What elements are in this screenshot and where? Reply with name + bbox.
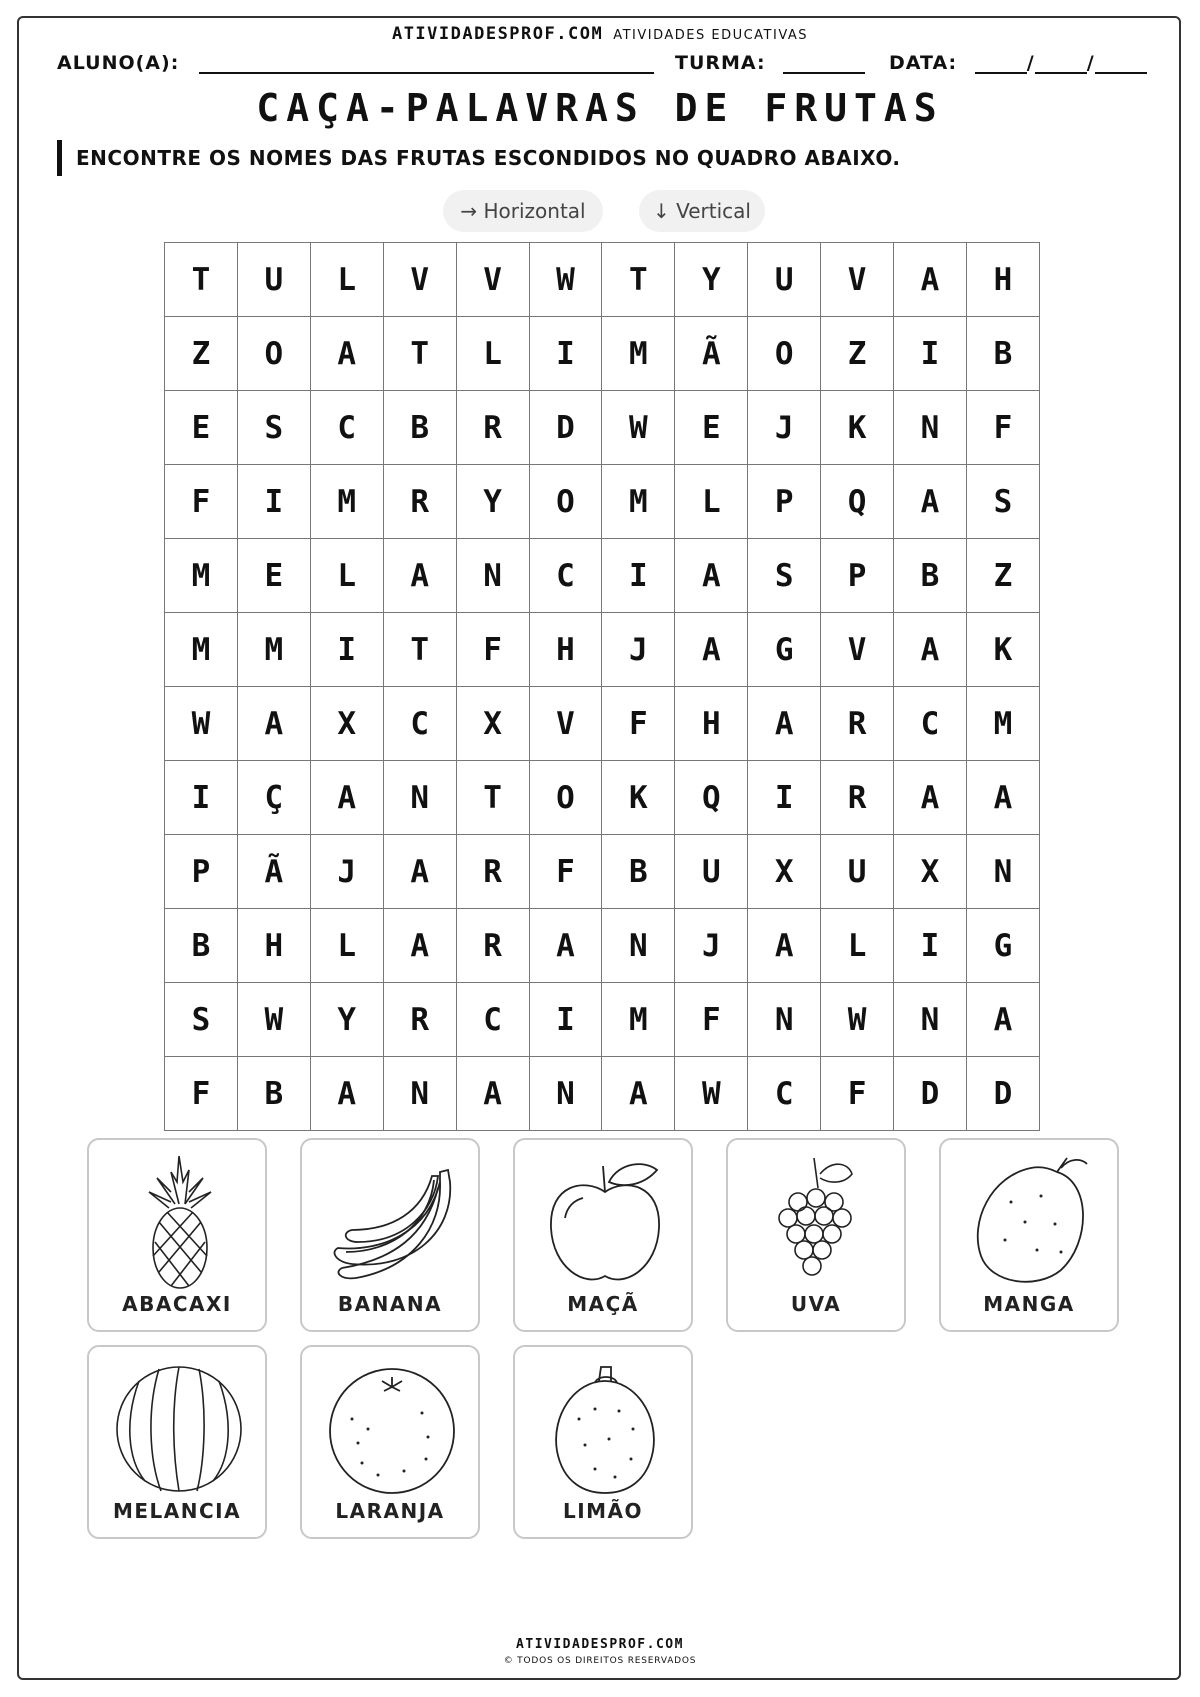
- grid-cell[interactable]: C: [310, 391, 383, 465]
- fruit-card-limao: [513, 1345, 693, 1539]
- fruit-label: BANANA: [337, 1292, 443, 1316]
- grid-cell[interactable]: A: [383, 909, 456, 983]
- class-label: TURMA:: [675, 52, 766, 74]
- date-label: DATA:: [889, 52, 958, 74]
- fruit-label: UVA: [790, 1292, 842, 1316]
- apple-icon: [535, 1152, 675, 1290]
- grid-cell[interactable]: L: [821, 909, 894, 983]
- banana-icon: [322, 1152, 462, 1290]
- grid-cell[interactable]: W: [602, 391, 675, 465]
- grid-cell[interactable]: N: [383, 1057, 456, 1131]
- footer-site[interactable]: ATIVIDADESPROF.COM: [516, 1637, 684, 1652]
- fruit-label: MELANCIA: [112, 1499, 242, 1523]
- grid-cell[interactable]: J: [748, 391, 821, 465]
- grid-cell[interactable]: R: [821, 761, 894, 835]
- grid-row: [165, 613, 1040, 687]
- grid-cell[interactable]: F: [675, 983, 748, 1057]
- grid-cell[interactable]: O: [748, 317, 821, 391]
- grid-cell[interactable]: C: [383, 687, 456, 761]
- date-month-line[interactable]: [1035, 52, 1087, 74]
- fruit-label: MAÇÃ: [567, 1292, 639, 1316]
- grid-cell[interactable]: A: [456, 1057, 529, 1131]
- grid-row: [165, 465, 1040, 539]
- grid-cell[interactable]: P: [748, 465, 821, 539]
- grid-row: [165, 761, 1040, 835]
- grid-row: [165, 243, 1040, 317]
- grid-cell[interactable]: R: [821, 687, 894, 761]
- fruit-label: LARANJA: [335, 1499, 445, 1523]
- grid-cell[interactable]: C: [748, 1057, 821, 1131]
- grid-cell[interactable]: J: [675, 909, 748, 983]
- grid-cell[interactable]: G: [966, 909, 1039, 983]
- fruit-card-melancia: [87, 1345, 267, 1539]
- grid-cell[interactable]: A: [894, 243, 967, 317]
- grid-cell[interactable]: N: [383, 761, 456, 835]
- grid-cell[interactable]: B: [165, 909, 238, 983]
- grid-cell[interactable]: H: [966, 243, 1039, 317]
- fruit-card-banana: [300, 1138, 480, 1332]
- grid-cell[interactable]: W: [821, 983, 894, 1057]
- grid-cell[interactable]: Y: [310, 983, 383, 1057]
- grid-cell[interactable]: V: [529, 687, 602, 761]
- grid-cell[interactable]: T: [165, 243, 238, 317]
- grid-cell[interactable]: N: [529, 1057, 602, 1131]
- grid-cell[interactable]: U: [675, 835, 748, 909]
- class-field[interactable]: [675, 52, 865, 74]
- fruit-card-abacaxi: [87, 1138, 267, 1332]
- grid-row: [165, 687, 1040, 761]
- grid-cell[interactable]: A: [894, 613, 967, 687]
- grid-cell[interactable]: G: [748, 613, 821, 687]
- grid-cell[interactable]: K: [602, 761, 675, 835]
- grid-cell[interactable]: A: [602, 1057, 675, 1131]
- grid-cell[interactable]: F: [456, 613, 529, 687]
- grid-cell[interactable]: T: [602, 243, 675, 317]
- grid-cell[interactable]: Y: [456, 465, 529, 539]
- grid-cell[interactable]: S: [165, 983, 238, 1057]
- grid-cell[interactable]: I: [237, 465, 310, 539]
- grid-cell[interactable]: Q: [675, 761, 748, 835]
- grid-cell[interactable]: W: [675, 1057, 748, 1131]
- date-day-line[interactable]: [975, 52, 1027, 74]
- grid-cell[interactable]: O: [529, 465, 602, 539]
- grid-cell[interactable]: O: [529, 761, 602, 835]
- grid-cell[interactable]: M: [165, 613, 238, 687]
- mango-icon: [961, 1152, 1101, 1290]
- grid-cell[interactable]: N: [966, 835, 1039, 909]
- grid-cell[interactable]: X: [748, 835, 821, 909]
- grid-cell[interactable]: F: [165, 1057, 238, 1131]
- grid-cell[interactable]: S: [237, 391, 310, 465]
- grid-cell[interactable]: L: [310, 539, 383, 613]
- site-subtitle: ATIVIDADES EDUCATIVAS: [613, 28, 809, 43]
- grid-cell[interactable]: D: [894, 1057, 967, 1131]
- grid-cell[interactable]: I: [602, 539, 675, 613]
- instruction-text: ENCONTRE OS NOMES DAS FRUTAS ESCONDIDOS NO QUADRO ABAIXO.: [57, 140, 901, 176]
- grid-cell[interactable]: C: [529, 539, 602, 613]
- grid-cell[interactable]: A: [310, 1057, 383, 1131]
- grid-cell[interactable]: B: [966, 317, 1039, 391]
- date-separator: /: [1086, 52, 1095, 74]
- grid-row: [165, 391, 1040, 465]
- grid-cell[interactable]: A: [675, 613, 748, 687]
- pineapple-icon: [109, 1152, 249, 1290]
- word-search-grid: [164, 242, 1040, 1131]
- grid-cell[interactable]: X: [310, 687, 383, 761]
- grid-cell[interactable]: W: [165, 687, 238, 761]
- grid-cell[interactable]: I: [894, 317, 967, 391]
- grid-cell[interactable]: F: [821, 1057, 894, 1131]
- grid-cell[interactable]: U: [237, 243, 310, 317]
- site-name[interactable]: ATIVIDADESPROF.COM: [391, 24, 604, 44]
- grid-cell[interactable]: O: [237, 317, 310, 391]
- grid-cell[interactable]: W: [529, 243, 602, 317]
- student-name-line[interactable]: [199, 52, 654, 74]
- grid-cell[interactable]: I: [529, 983, 602, 1057]
- grid-cell[interactable]: A: [966, 761, 1039, 835]
- grid-cell[interactable]: M: [602, 983, 675, 1057]
- grid-cell[interactable]: V: [821, 243, 894, 317]
- fruit-label: LIMÃO: [562, 1499, 644, 1523]
- grid-cell[interactable]: I: [310, 613, 383, 687]
- grid-cell[interactable]: I: [894, 909, 967, 983]
- fruit-card-manga: [939, 1138, 1119, 1332]
- grid-cell[interactable]: A: [675, 539, 748, 613]
- grid-cell[interactable]: R: [383, 983, 456, 1057]
- grid-cell[interactable]: Y: [675, 243, 748, 317]
- grid-cell[interactable]: N: [894, 983, 967, 1057]
- grid-cell[interactable]: N: [602, 909, 675, 983]
- date-separator: /: [1026, 52, 1035, 74]
- grid-cell[interactable]: A: [894, 465, 967, 539]
- grid-cell[interactable]: A: [383, 539, 456, 613]
- grid-cell[interactable]: A: [748, 909, 821, 983]
- grid-cell[interactable]: S: [748, 539, 821, 613]
- grid-cell[interactable]: L: [310, 243, 383, 317]
- grid-cell[interactable]: Q: [821, 465, 894, 539]
- grid-cell[interactable]: T: [383, 317, 456, 391]
- grid-cell[interactable]: M: [310, 465, 383, 539]
- date-year-line[interactable]: [1095, 52, 1147, 74]
- grid-cell[interactable]: B: [237, 1057, 310, 1131]
- page-title: CAÇA-PALAVRAS DE FRUTAS: [256, 86, 944, 130]
- fruit-card-laranja: [300, 1345, 480, 1539]
- grid-row: [165, 983, 1040, 1057]
- grid-cell[interactable]: E: [675, 391, 748, 465]
- student-name-label: ALUNO(A):: [57, 52, 180, 74]
- grid-cell[interactable]: I: [165, 761, 238, 835]
- grid-cell[interactable]: A: [966, 983, 1039, 1057]
- grid-cell[interactable]: Z: [165, 317, 238, 391]
- grid-cell[interactable]: M: [602, 465, 675, 539]
- grid-cell[interactable]: V: [821, 613, 894, 687]
- grid-cell[interactable]: K: [966, 613, 1039, 687]
- grid-cell[interactable]: T: [456, 761, 529, 835]
- grid-cell[interactable]: M: [165, 539, 238, 613]
- direction-vertical-badge: ↓ Vertical: [639, 190, 765, 232]
- grid-cell[interactable]: N: [748, 983, 821, 1057]
- grid-cell[interactable]: J: [310, 835, 383, 909]
- site-header: [0, 24, 1200, 44]
- grid-cell[interactable]: Ã: [237, 835, 310, 909]
- fruit-card-maca: [513, 1138, 693, 1332]
- grid-cell[interactable]: H: [675, 687, 748, 761]
- grid-cell[interactable]: U: [748, 243, 821, 317]
- fruit-card-uva: [726, 1138, 906, 1332]
- grid-cell[interactable]: V: [383, 243, 456, 317]
- grid-cell[interactable]: T: [383, 613, 456, 687]
- grape-icon: [748, 1152, 888, 1290]
- grid-cell[interactable]: Ç: [237, 761, 310, 835]
- grid-cell[interactable]: Ã: [675, 317, 748, 391]
- grid-cell[interactable]: B: [894, 539, 967, 613]
- fruit-label: MANGA: [983, 1292, 1075, 1316]
- grid-cell[interactable]: U: [821, 835, 894, 909]
- grid-cell[interactable]: L: [310, 909, 383, 983]
- grid-cell[interactable]: A: [529, 909, 602, 983]
- grid-row: [165, 909, 1040, 983]
- grid-cell[interactable]: V: [456, 243, 529, 317]
- grid-cell[interactable]: M: [966, 687, 1039, 761]
- fruit-label: ABACAXI: [122, 1292, 232, 1316]
- grid-cell[interactable]: X: [456, 687, 529, 761]
- grid-cell[interactable]: R: [456, 391, 529, 465]
- grid-cell[interactable]: H: [237, 909, 310, 983]
- grid-cell[interactable]: A: [383, 835, 456, 909]
- grid-row: [165, 317, 1040, 391]
- grid-cell[interactable]: R: [456, 835, 529, 909]
- grid-cell[interactable]: M: [237, 613, 310, 687]
- grid-cell[interactable]: E: [237, 539, 310, 613]
- grid-cell[interactable]: J: [602, 613, 675, 687]
- grid-row: [165, 835, 1040, 909]
- grid-cell[interactable]: N: [894, 391, 967, 465]
- grid-cell[interactable]: I: [529, 317, 602, 391]
- grid-cell[interactable]: A: [310, 317, 383, 391]
- grid-cell[interactable]: K: [821, 391, 894, 465]
- grid-cell[interactable]: A: [748, 687, 821, 761]
- grid-cell[interactable]: F: [529, 835, 602, 909]
- grid-cell[interactable]: R: [383, 465, 456, 539]
- date-field[interactable]: [889, 52, 1147, 74]
- class-line[interactable]: [783, 52, 865, 74]
- grid-cell[interactable]: D: [966, 1057, 1039, 1131]
- grid-cell[interactable]: A: [237, 687, 310, 761]
- grid-cell[interactable]: P: [165, 835, 238, 909]
- grid-cell[interactable]: S: [966, 465, 1039, 539]
- grid-cell[interactable]: Z: [821, 317, 894, 391]
- grid-cell[interactable]: E: [165, 391, 238, 465]
- grid-cell[interactable]: B: [383, 391, 456, 465]
- grid-cell[interactable]: F: [165, 465, 238, 539]
- grid-cell[interactable]: C: [456, 983, 529, 1057]
- grid-cell[interactable]: D: [529, 391, 602, 465]
- grid-cell[interactable]: A: [310, 761, 383, 835]
- grid-row: [165, 539, 1040, 613]
- grid-cell[interactable]: X: [894, 835, 967, 909]
- orange-icon: [322, 1359, 462, 1497]
- watermelon-icon: [109, 1359, 249, 1497]
- grid-cell[interactable]: A: [894, 761, 967, 835]
- grid-cell[interactable]: I: [748, 761, 821, 835]
- grid-cell[interactable]: B: [602, 835, 675, 909]
- grid-row: [165, 1057, 1040, 1131]
- lemon-icon: [535, 1359, 675, 1497]
- grid-cell[interactable]: L: [456, 317, 529, 391]
- grid-cell[interactable]: H: [529, 613, 602, 687]
- grid-cell[interactable]: Z: [966, 539, 1039, 613]
- grid-cell[interactable]: R: [456, 909, 529, 983]
- direction-horizontal-badge: → Horizontal: [443, 190, 603, 232]
- grid-cell[interactable]: F: [966, 391, 1039, 465]
- grid-cell[interactable]: M: [602, 317, 675, 391]
- grid-cell[interactable]: W: [237, 983, 310, 1057]
- footer-copyright: © TODOS OS DIREITOS RESERVADOS: [503, 1656, 697, 1666]
- grid-cell[interactable]: L: [675, 465, 748, 539]
- grid-cell[interactable]: N: [456, 539, 529, 613]
- grid-cell[interactable]: F: [602, 687, 675, 761]
- grid-cell[interactable]: C: [894, 687, 967, 761]
- student-name-field[interactable]: [57, 52, 654, 74]
- grid-cell[interactable]: P: [821, 539, 894, 613]
